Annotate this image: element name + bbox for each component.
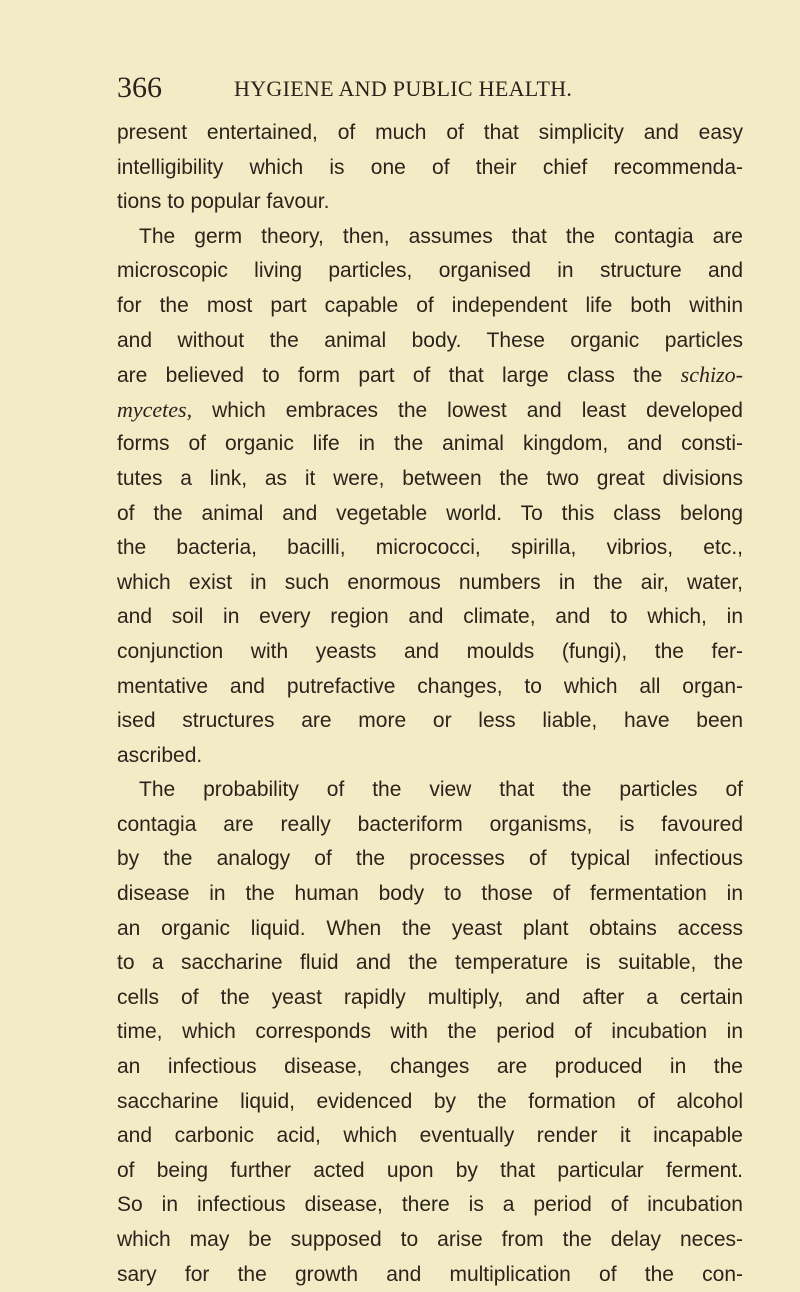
text-line xyxy=(117,808,743,843)
line-text: intelligibility which is one of their chief recommenda- xyxy=(117,155,743,179)
text-line xyxy=(117,1223,743,1258)
text-line xyxy=(117,116,743,151)
line-text: by the analogy of the processes of typical infectious xyxy=(117,847,743,871)
text-line xyxy=(117,981,743,1016)
text-line xyxy=(117,1258,743,1292)
text-line xyxy=(117,842,743,877)
line-text: of the animal and vegetable world. To this class belong xyxy=(117,501,743,525)
line-text: and carbonic acid, which eventually render it incapable xyxy=(117,1124,743,1148)
text-line xyxy=(117,1119,743,1154)
text-line xyxy=(117,1050,743,1085)
line-text: and without the animal body. These organic particles xyxy=(117,328,743,352)
line-text: ised structures are more or less liable, have been xyxy=(117,709,743,733)
text-line xyxy=(117,393,743,428)
text-line xyxy=(117,635,743,670)
page-number: 366 xyxy=(117,71,162,104)
line-text: cells of the yeast rapidly multiply, and after a certain xyxy=(117,985,743,1009)
text-line xyxy=(117,773,743,808)
text-line xyxy=(117,324,743,359)
text-line xyxy=(117,151,743,186)
line-text: conjunction with yeasts and moulds (fungi), the fer- xyxy=(117,639,743,663)
line-text: to a saccharine fluid and the temperature is suitable, the xyxy=(117,951,743,975)
line-text: The germ theory, then, assumes that the contagia are xyxy=(139,224,743,248)
text-line xyxy=(117,254,743,289)
text-line xyxy=(117,427,743,462)
text-line xyxy=(117,185,743,220)
line-text: saccharine liquid, evidenced by the formation of alcohol xyxy=(117,1089,743,1113)
page-header xyxy=(117,70,637,106)
line-text: So in infectious disease, there is a period of incubation xyxy=(117,1193,743,1217)
line-text: tions to popular favour. xyxy=(117,190,330,214)
line-text: an organic liquid. When the yeast plant obtains access xyxy=(117,916,743,940)
line-text: mentative and putrefactive changes, to which all organ- xyxy=(117,674,743,698)
text-line xyxy=(117,289,743,324)
line-text: disease in the human body to those of fermentation in xyxy=(117,882,743,906)
text-line xyxy=(117,566,743,601)
text-line xyxy=(117,670,743,705)
line-text: tutes a link, as it were, between the two great divisions xyxy=(117,466,743,490)
line-text: The probability of the view that the particles of xyxy=(139,778,743,802)
italic-term: mycetes, xyxy=(117,396,193,422)
line-text: are believed to form part of that large class the xyxy=(117,364,681,388)
line-text: contagia are really bacteriform organisms, is favoured xyxy=(117,812,743,836)
line-text: which embraces the lowest and least developed xyxy=(192,398,743,422)
line-text: for the most part capable of independent life both within xyxy=(117,293,743,317)
text-line xyxy=(117,739,743,774)
line-text: forms of organic life in the animal kingdom, and consti- xyxy=(117,432,743,456)
text-line xyxy=(117,1085,743,1120)
line-text: microscopic living particles, organised in structure and xyxy=(117,259,743,283)
line-text: and soil in every region and climate, and to which, in xyxy=(117,605,743,629)
text-line xyxy=(117,358,743,393)
text-line xyxy=(117,1154,743,1189)
line-text: which may be supposed to arise from the delay neces- xyxy=(117,1228,743,1251)
body-text xyxy=(117,116,743,1292)
text-line xyxy=(117,912,743,947)
text-line xyxy=(117,1015,743,1050)
line-text: present entertained, of much of that simplicity and easy xyxy=(117,121,743,144)
running-head: HYGIENE AND PUBLIC HEALTH. xyxy=(234,76,573,101)
line-text: the bacteria, bacilli, micrococci, spirilla, vibrios, etc., xyxy=(117,536,743,560)
line-text: an infectious disease, changes are produced in the xyxy=(117,1055,743,1079)
text-line xyxy=(117,1188,743,1223)
text-line xyxy=(117,497,743,532)
text-line xyxy=(117,531,743,566)
line-text: time, which corresponds with the period of incubation in xyxy=(117,1020,743,1044)
line-text: ascribed. xyxy=(117,743,203,767)
text-line xyxy=(117,462,743,497)
text-line xyxy=(117,600,743,635)
text-line xyxy=(117,704,743,739)
italic-term: schizo- xyxy=(680,362,743,388)
line-text: sary for the growth and multiplication of the con- xyxy=(117,1262,743,1286)
text-line xyxy=(117,220,743,255)
line-text: which exist in such enormous numbers in the air, water, xyxy=(117,570,743,594)
line-text: of being further acted upon by that particular ferment. xyxy=(117,1158,743,1182)
text-line xyxy=(117,877,743,912)
text-line xyxy=(117,946,743,981)
